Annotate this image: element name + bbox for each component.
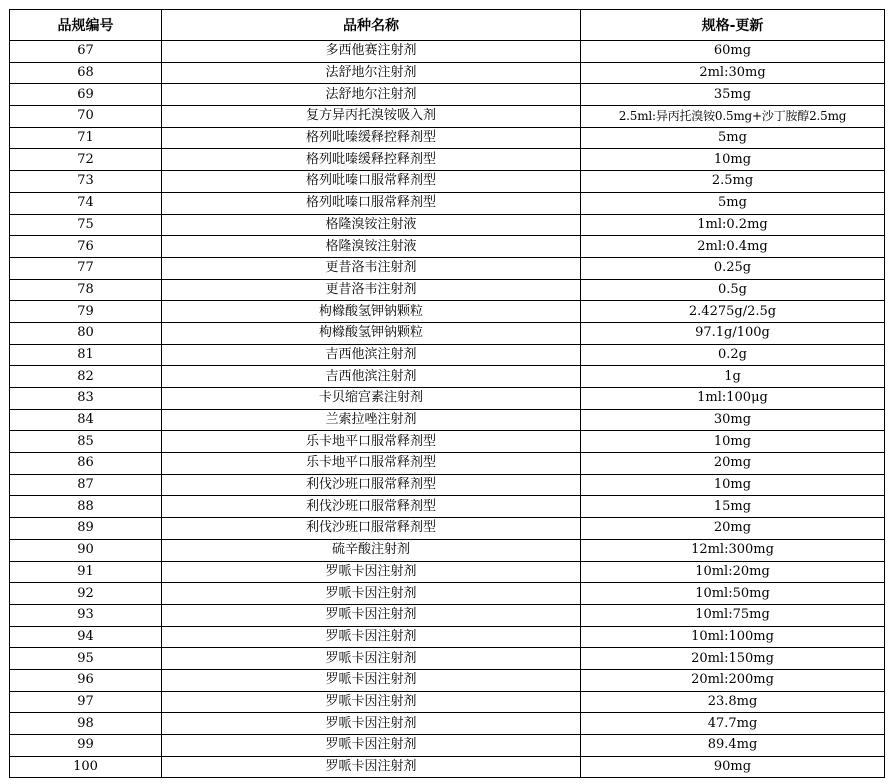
table-row bbox=[10, 366, 885, 388]
cell-name: 罗哌卡因注射剂 bbox=[162, 583, 581, 605]
table-row bbox=[10, 192, 885, 214]
header-name: 品种名称 bbox=[162, 10, 581, 41]
table-row bbox=[10, 453, 885, 475]
table-row bbox=[10, 691, 885, 713]
table-row bbox=[10, 344, 885, 366]
table-row bbox=[10, 236, 885, 258]
cell-code: 72 bbox=[10, 149, 162, 171]
cell-name: 更昔洛韦注射剂 bbox=[162, 257, 581, 279]
cell-spec: 1ml:100μg bbox=[581, 388, 885, 410]
cell-name: 法舒地尔注射剂 bbox=[162, 84, 581, 106]
table-row bbox=[10, 279, 885, 301]
table-row bbox=[10, 474, 885, 496]
cell-name: 乐卡地平口服常释剂型 bbox=[162, 431, 581, 453]
cell-spec: 2.4275g/2.5g bbox=[581, 301, 885, 323]
cell-spec: 10ml:50mg bbox=[581, 583, 885, 605]
cell-name: 罗哌卡因注射剂 bbox=[162, 691, 581, 713]
table-row bbox=[10, 539, 885, 561]
table-row bbox=[10, 62, 885, 84]
cell-name: 格列吡嗪缓释控释剂型 bbox=[162, 127, 581, 149]
cell-spec: 0.5g bbox=[581, 279, 885, 301]
cell-code: 68 bbox=[10, 62, 162, 84]
cell-spec: 10ml:20mg bbox=[581, 561, 885, 583]
cell-name: 罗哌卡因注射剂 bbox=[162, 669, 581, 691]
cell-spec: 23.8mg bbox=[581, 691, 885, 713]
cell-spec: 10mg bbox=[581, 474, 885, 496]
cell-spec: 2.5mg bbox=[581, 171, 885, 193]
table-row bbox=[10, 84, 885, 106]
cell-name: 罗哌卡因注射剂 bbox=[162, 735, 581, 757]
cell-spec: 12ml:300mg bbox=[581, 539, 885, 561]
table-row bbox=[10, 214, 885, 236]
cell-code: 98 bbox=[10, 713, 162, 735]
cell-name: 利伐沙班口服常释剂型 bbox=[162, 474, 581, 496]
cell-spec: 20mg bbox=[581, 518, 885, 540]
table-row bbox=[10, 257, 885, 279]
cell-spec: 47.7mg bbox=[581, 713, 885, 735]
table-row bbox=[10, 735, 885, 757]
cell-spec: 2.5ml:异丙托溴铵0.5mg+沙丁胺醇2.5mg bbox=[581, 106, 885, 128]
cell-code: 92 bbox=[10, 583, 162, 605]
table-row bbox=[10, 756, 885, 778]
cell-code: 97 bbox=[10, 691, 162, 713]
cell-code: 83 bbox=[10, 388, 162, 410]
cell-name: 吉西他滨注射剂 bbox=[162, 366, 581, 388]
cell-code: 96 bbox=[10, 669, 162, 691]
cell-spec: 5mg bbox=[581, 127, 885, 149]
cell-spec: 20mg bbox=[581, 453, 885, 475]
cell-code: 80 bbox=[10, 322, 162, 344]
cell-code: 85 bbox=[10, 431, 162, 453]
cell-code: 87 bbox=[10, 474, 162, 496]
cell-name: 更昔洛韦注射剂 bbox=[162, 279, 581, 301]
cell-spec: 10mg bbox=[581, 149, 885, 171]
cell-code: 78 bbox=[10, 279, 162, 301]
cell-spec: 20ml:200mg bbox=[581, 669, 885, 691]
table-row bbox=[10, 518, 885, 540]
cell-code: 84 bbox=[10, 409, 162, 431]
cell-spec: 1g bbox=[581, 366, 885, 388]
cell-name: 罗哌卡因注射剂 bbox=[162, 713, 581, 735]
cell-spec: 90mg bbox=[581, 756, 885, 778]
cell-code: 94 bbox=[10, 626, 162, 648]
header-code: 品规编号 bbox=[10, 10, 162, 41]
table-row bbox=[10, 604, 885, 626]
cell-spec: 10ml:75mg bbox=[581, 604, 885, 626]
cell-name: 罗哌卡因注射剂 bbox=[162, 756, 581, 778]
cell-spec: 10mg bbox=[581, 431, 885, 453]
cell-code: 70 bbox=[10, 106, 162, 128]
cell-spec: 10ml:100mg bbox=[581, 626, 885, 648]
table-row bbox=[10, 648, 885, 670]
cell-code: 89 bbox=[10, 518, 162, 540]
cell-code: 74 bbox=[10, 192, 162, 214]
cell-name: 乐卡地平口服常释剂型 bbox=[162, 453, 581, 475]
cell-name: 卡贝缩宫素注射剂 bbox=[162, 388, 581, 410]
cell-spec: 30mg bbox=[581, 409, 885, 431]
cell-code: 99 bbox=[10, 735, 162, 757]
table-row bbox=[10, 626, 885, 648]
cell-code: 79 bbox=[10, 301, 162, 323]
cell-spec: 60mg bbox=[581, 41, 885, 63]
header-spec: 规格-更新 bbox=[581, 10, 885, 41]
table-row bbox=[10, 496, 885, 518]
table-row bbox=[10, 561, 885, 583]
cell-name: 硫辛酸注射剂 bbox=[162, 539, 581, 561]
cell-name: 罗哌卡因注射剂 bbox=[162, 604, 581, 626]
cell-code: 93 bbox=[10, 604, 162, 626]
cell-code: 86 bbox=[10, 453, 162, 475]
cell-code: 88 bbox=[10, 496, 162, 518]
cell-code: 82 bbox=[10, 366, 162, 388]
table-row bbox=[10, 713, 885, 735]
cell-spec: 15mg bbox=[581, 496, 885, 518]
table-row bbox=[10, 41, 885, 63]
table-row bbox=[10, 127, 885, 149]
cell-spec: 5mg bbox=[581, 192, 885, 214]
cell-code: 81 bbox=[10, 344, 162, 366]
cell-name: 格列吡嗪口服常释剂型 bbox=[162, 171, 581, 193]
cell-spec: 97.1g/100g bbox=[581, 322, 885, 344]
cell-name: 罗哌卡因注射剂 bbox=[162, 561, 581, 583]
cell-code: 71 bbox=[10, 127, 162, 149]
cell-name: 兰索拉唑注射剂 bbox=[162, 409, 581, 431]
cell-spec: 0.25g bbox=[581, 257, 885, 279]
cell-name: 枸橼酸氢钾钠颗粒 bbox=[162, 301, 581, 323]
cell-code: 67 bbox=[10, 41, 162, 63]
cell-code: 75 bbox=[10, 214, 162, 236]
cell-code: 77 bbox=[10, 257, 162, 279]
table-row bbox=[10, 409, 885, 431]
cell-code: 100 bbox=[10, 756, 162, 778]
table-row bbox=[10, 388, 885, 410]
cell-name: 复方异丙托溴铵吸入剂 bbox=[162, 106, 581, 128]
cell-name: 格隆溴铵注射液 bbox=[162, 214, 581, 236]
drug-spec-table bbox=[9, 9, 885, 778]
table-header bbox=[10, 10, 885, 41]
cell-name: 枸橼酸氢钾钠颗粒 bbox=[162, 322, 581, 344]
cell-name: 利伐沙班口服常释剂型 bbox=[162, 496, 581, 518]
cell-code: 73 bbox=[10, 171, 162, 193]
cell-name: 罗哌卡因注射剂 bbox=[162, 626, 581, 648]
cell-code: 91 bbox=[10, 561, 162, 583]
cell-code: 95 bbox=[10, 648, 162, 670]
cell-spec: 20ml:150mg bbox=[581, 648, 885, 670]
cell-spec: 35mg bbox=[581, 84, 885, 106]
cell-name: 利伐沙班口服常释剂型 bbox=[162, 518, 581, 540]
cell-spec: 89.4mg bbox=[581, 735, 885, 757]
table-row bbox=[10, 149, 885, 171]
cell-spec: 2ml:30mg bbox=[581, 62, 885, 84]
cell-name: 格列吡嗪口服常释剂型 bbox=[162, 192, 581, 214]
table-row bbox=[10, 583, 885, 605]
table-body bbox=[10, 41, 885, 778]
cell-code: 90 bbox=[10, 539, 162, 561]
table-row bbox=[10, 322, 885, 344]
cell-name: 法舒地尔注射剂 bbox=[162, 62, 581, 84]
cell-spec: 1ml:0.2mg bbox=[581, 214, 885, 236]
table-row bbox=[10, 669, 885, 691]
header-row bbox=[10, 10, 885, 41]
cell-name: 格隆溴铵注射液 bbox=[162, 236, 581, 258]
cell-spec: 0.2g bbox=[581, 344, 885, 366]
cell-name: 格列吡嗪缓释控释剂型 bbox=[162, 149, 581, 171]
cell-name: 多西他赛注射剂 bbox=[162, 41, 581, 63]
cell-code: 76 bbox=[10, 236, 162, 258]
table-row bbox=[10, 106, 885, 128]
cell-name: 吉西他滨注射剂 bbox=[162, 344, 581, 366]
table-row bbox=[10, 431, 885, 453]
table-row bbox=[10, 301, 885, 323]
table-row bbox=[10, 171, 885, 193]
cell-name: 罗哌卡因注射剂 bbox=[162, 648, 581, 670]
cell-code: 69 bbox=[10, 84, 162, 106]
cell-spec: 2ml:0.4mg bbox=[581, 236, 885, 258]
